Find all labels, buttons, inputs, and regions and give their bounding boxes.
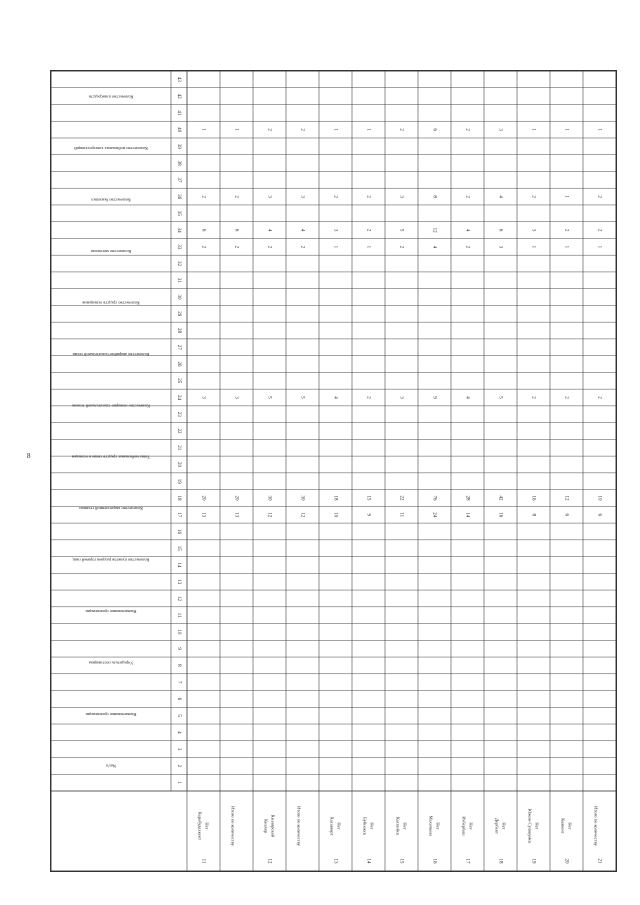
column-number: 22: [175, 428, 181, 434]
cell-value: 2: [596, 228, 602, 232]
cell-value: 4: [332, 396, 338, 399]
row-number: 11: [200, 858, 206, 864]
cell-value: 3: [200, 396, 206, 399]
column-number: 2: [175, 764, 181, 768]
row-number: 14: [365, 858, 371, 864]
header-label: Наименование организации: [85, 609, 137, 615]
row-org-name: Итого по количеству: [296, 806, 302, 846]
row-org-name: Хасавюрт: [329, 816, 335, 836]
cell-value: 20: [200, 495, 206, 501]
row-org-name: Каякент: [560, 818, 566, 834]
cell-value: 2: [200, 195, 206, 198]
header-label: Количество закрепленной техники: [79, 506, 143, 512]
cell-value: 1: [596, 245, 602, 249]
cell-value: 2: [596, 396, 602, 399]
cell-value: 6: [233, 228, 239, 232]
cell-value: 2: [530, 195, 536, 198]
column-number: 29: [175, 311, 181, 317]
cell-value: 1: [233, 128, 239, 131]
cell-value: 4: [497, 195, 503, 198]
row-founder: Нет: [336, 822, 342, 830]
column-number: 31: [175, 277, 181, 283]
column-number: 3: [175, 747, 181, 751]
cell-value: 2: [365, 228, 371, 232]
row-number: 21: [596, 858, 602, 864]
cell-value: 9: [365, 513, 371, 516]
column-number: 18: [175, 495, 181, 501]
cell-value: 1: [200, 128, 206, 131]
column-number: 30: [175, 294, 181, 300]
row-founder: Нет: [501, 822, 507, 830]
cell-value: 2: [563, 228, 569, 232]
cell-value: 2: [365, 195, 371, 198]
column-number: 39: [175, 143, 181, 149]
row-org-name: Итого по количеству: [230, 806, 236, 846]
column-number: 37: [175, 177, 181, 183]
column-number: 16: [175, 528, 181, 534]
cell-value: 2: [596, 195, 602, 198]
header-label: №п/п: [106, 763, 116, 769]
cell-value: 13: [233, 512, 239, 518]
row-founder: Нет: [402, 822, 408, 830]
cell-value: 4: [464, 396, 470, 399]
cell-value: 4: [266, 228, 272, 232]
row-org-name: Карабудахкент: [197, 811, 203, 841]
row-founder: Нет: [204, 822, 210, 830]
cell-value: 15: [365, 495, 371, 501]
row-founder: Нет: [468, 822, 474, 830]
table-sheet: [50, 70, 617, 872]
column-number: 33: [175, 244, 181, 250]
header-label: Типы мобильных средств связи и оснащен: [71, 454, 151, 460]
cell-value: 1: [365, 128, 371, 131]
row-number: 13: [332, 858, 338, 864]
cell-value: 12: [266, 512, 272, 518]
column-number: 34: [175, 227, 181, 233]
cell-value: 1: [530, 128, 536, 131]
cell-value: 1: [563, 245, 569, 249]
cell-value: 2: [398, 245, 404, 249]
cell-value: 18: [332, 495, 338, 501]
column-number: 12: [175, 595, 181, 601]
cell-value: 2: [464, 128, 470, 131]
cell-value: 2: [233, 245, 239, 249]
cell-value: 6: [596, 513, 602, 516]
column-number: 35: [175, 210, 181, 216]
row-founder: Нет: [534, 822, 540, 830]
row-org-name: Дербент: [494, 818, 500, 834]
column-number: 20: [175, 461, 181, 467]
header-label: Количество мотопомп: [90, 249, 132, 255]
row-org-name: Буйнакск: [362, 817, 368, 835]
cell-value: 2: [266, 128, 272, 131]
cell-value: 2: [563, 396, 569, 399]
cell-value: 3: [398, 396, 404, 399]
cell-value: 6: [200, 228, 206, 232]
column-number: 11: [175, 612, 181, 618]
cell-value: 1: [365, 245, 371, 249]
cell-value: 3: [233, 396, 239, 399]
header-label: Количество пунктов раздачи горячей пищ: [72, 557, 150, 563]
column-number: 24: [175, 395, 181, 401]
cell-value: 1: [596, 128, 602, 131]
cell-value: 22: [398, 495, 404, 501]
column-number: 42: [175, 93, 181, 99]
cell-value: 2: [266, 245, 272, 249]
cell-value: 30: [299, 495, 305, 501]
header-label: Количество пожарно-спасательной техник: [72, 403, 150, 409]
cell-value: 5: [497, 396, 503, 399]
column-number: 7: [175, 680, 181, 684]
row-org-name: Махачкала: [428, 815, 434, 837]
page-number: 8: [27, 452, 31, 460]
cell-value: 2: [200, 245, 206, 249]
cell-value: 1: [530, 245, 536, 249]
row-org-name: Избербаш: [461, 816, 467, 836]
cell-value: 1: [332, 245, 338, 249]
cell-value: 76: [431, 495, 437, 501]
cell-value: 2: [464, 195, 470, 198]
row-org-name: Южно-Сухокумск: [527, 808, 533, 844]
row-founder: Нет: [369, 822, 375, 830]
cell-value: 6: [563, 513, 569, 516]
cell-value: 24: [431, 512, 437, 518]
header-label: Количество средств освещения: [82, 300, 140, 306]
column-number: 21: [175, 445, 181, 451]
column-number: 15: [175, 545, 181, 551]
column-number: 6: [175, 697, 181, 701]
column-number: 41: [175, 110, 181, 116]
cell-value: 3: [497, 245, 503, 249]
cell-value: 30: [266, 495, 272, 501]
row-number: 19: [530, 858, 536, 864]
cell-value: 2: [398, 128, 404, 131]
cell-value: 28: [464, 495, 470, 501]
column-number: 4: [175, 731, 181, 734]
cell-value: 3: [497, 128, 503, 131]
column-number: 28: [175, 328, 181, 334]
cell-value: 12: [431, 227, 437, 233]
column-number: 19: [175, 478, 181, 484]
column-number: 17: [175, 512, 181, 518]
row-number: 20: [563, 858, 569, 864]
column-number: 43: [175, 76, 181, 82]
column-number: 10: [175, 629, 181, 635]
row-founder: Нет: [435, 822, 441, 830]
cell-value: 11: [398, 512, 404, 518]
rotated-table: [51, 71, 616, 871]
header-label: Количество аварийно-спасательной техни: [72, 351, 150, 357]
cell-value: 16: [530, 495, 536, 501]
cell-value: 3: [299, 195, 305, 198]
cell-value: 4: [299, 228, 305, 232]
cell-value: 8: [431, 195, 437, 198]
column-number: 9: [175, 647, 181, 650]
cell-value: 8: [530, 513, 536, 516]
column-number: 1: [175, 781, 181, 784]
cell-value: 6: [497, 228, 503, 232]
cell-value: 2: [233, 195, 239, 198]
cell-value: 2: [299, 245, 305, 249]
cell-value: 1: [563, 128, 569, 131]
row-number: 17: [464, 858, 470, 864]
column-number: 36: [175, 194, 181, 200]
header-label: Количество плавсредств: [88, 94, 134, 100]
row-org-name: Каспийск: [395, 816, 401, 836]
cell-value: 3: [332, 228, 338, 232]
cell-value: 2: [365, 396, 371, 399]
header-label: Учредитель поставщика: [88, 660, 134, 666]
header-label: Количество мобильных электростанций: [74, 146, 148, 152]
column-number: 38: [175, 160, 181, 166]
cell-value: 10: [596, 495, 602, 501]
cell-value: 1: [332, 128, 338, 131]
row-founder: Нет: [567, 822, 573, 830]
cell-value: 10: [332, 512, 338, 518]
row-founder: Кизлярский: [270, 814, 276, 838]
cell-value: 6: [431, 128, 437, 131]
cell-value: 9: [431, 396, 437, 399]
column-number: 13: [175, 579, 181, 585]
cell-value: 2: [299, 128, 305, 131]
cell-value: 4: [464, 228, 470, 232]
cell-value: 16: [497, 512, 503, 518]
column-number: 8: [175, 664, 181, 667]
cell-value: 14: [464, 512, 470, 518]
row-number: 18: [497, 858, 503, 864]
header-label: Количество бензопил: [91, 197, 131, 203]
column-number: 23: [175, 411, 181, 417]
cell-value: 42: [497, 495, 503, 501]
row-org-name: Итого по количеству: [593, 806, 599, 846]
column-number: 25: [175, 378, 181, 384]
row-number: 16: [431, 858, 437, 864]
cell-value: 2: [464, 245, 470, 249]
cell-value: 5: [398, 228, 404, 232]
row-org-name: Кизляр: [263, 819, 269, 833]
column-number: 5: [175, 714, 181, 717]
column-number: 40: [175, 127, 181, 133]
cell-value: 20: [233, 495, 239, 501]
column-number: 14: [175, 562, 181, 568]
header-label: Наименование организации: [85, 711, 137, 717]
cell-value: 4: [431, 245, 437, 249]
cell-value: 12: [299, 512, 305, 518]
cell-value: 5: [266, 396, 272, 399]
cell-value: 13: [200, 512, 206, 518]
cell-value: 5: [299, 396, 305, 399]
row-number: 15: [398, 858, 404, 864]
cell-value: 2: [530, 396, 536, 399]
column-number: 32: [175, 261, 181, 267]
cell-value: 3: [398, 195, 404, 198]
cell-value: 1: [563, 195, 569, 198]
row-number: 12: [266, 858, 272, 864]
column-number: 26: [175, 361, 181, 367]
cell-value: 12: [563, 495, 569, 501]
column-number: 27: [175, 344, 181, 350]
cell-value: 3: [530, 228, 536, 232]
cell-value: 2: [332, 195, 338, 198]
cell-value: 3: [266, 195, 272, 198]
